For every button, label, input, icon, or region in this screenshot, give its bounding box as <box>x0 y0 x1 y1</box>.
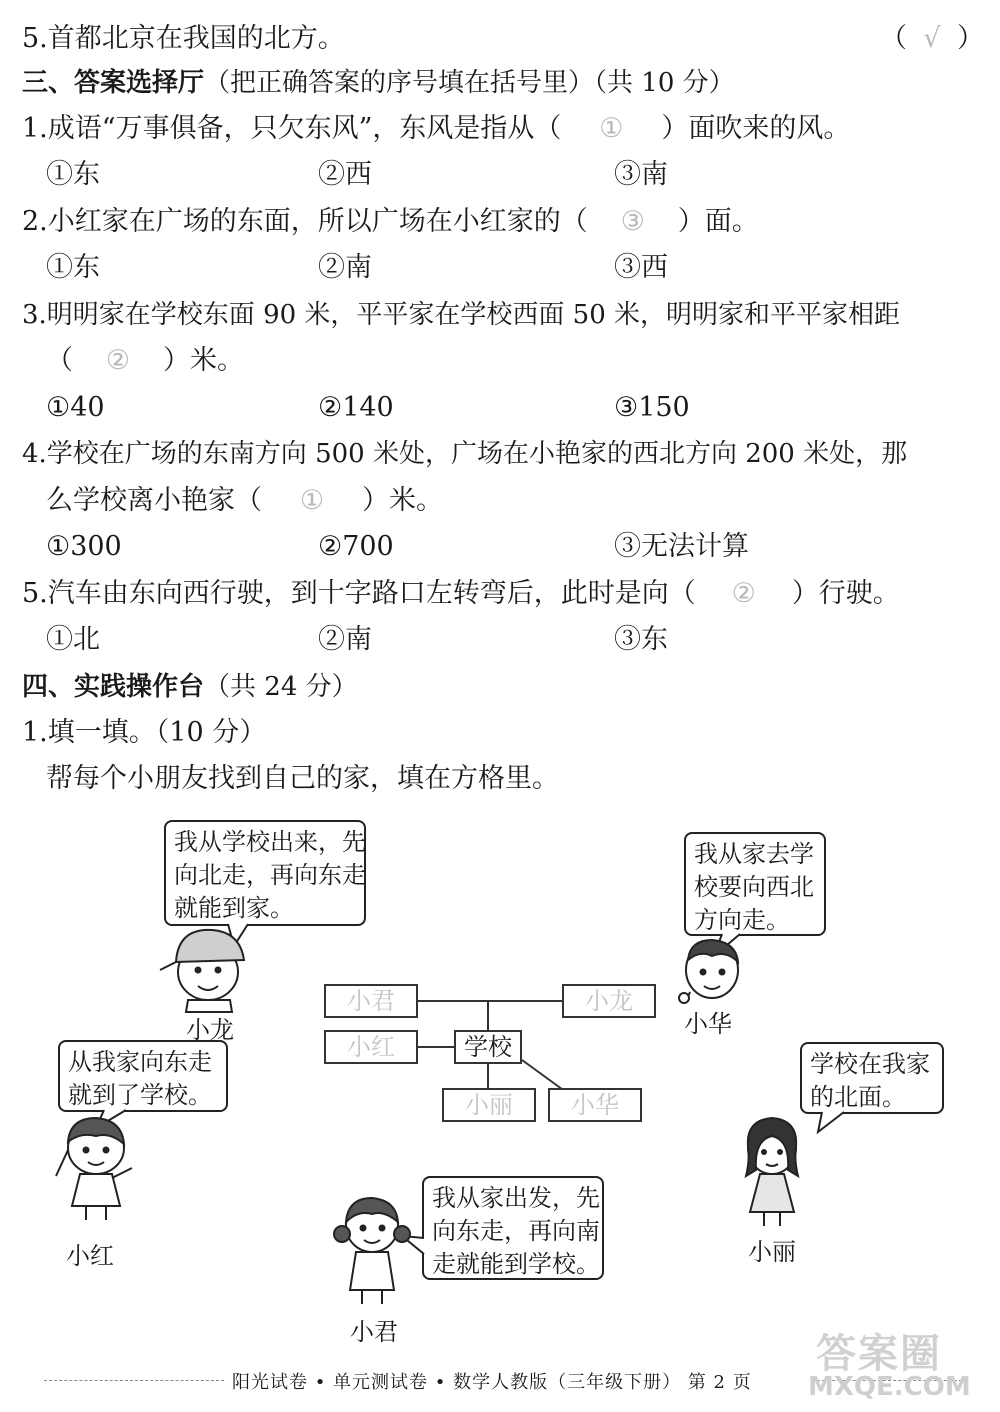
answer-5: ② <box>731 578 756 609</box>
question-4-line-1: 4.学校在广场的东南方向 500 米处，广场在小艳家的西北方向 200 米处，那 <box>22 439 908 469</box>
speech-bubble-xiaolong: 我从学校出来，先 向北走，再向东走 就能到家。 <box>164 820 366 926</box>
watermark-logo: 答案圈 <box>816 1331 942 1377</box>
name-xiaoli: 小丽 <box>748 1238 796 1266</box>
map-box-xiaohua: 小华 <box>548 1088 642 1122</box>
question-3-line-1: 3.明明家在学校东面 90 米，平平家在学校西面 50 米，明明家和平平家相距 <box>22 300 901 330</box>
answer-3: ② <box>105 345 131 376</box>
q4-option-2: ②700 <box>318 531 394 562</box>
q4-option-3: ③无法计算 <box>614 531 749 562</box>
speech-bubble-xiaohong: 从我家向东走 就到了学校。 <box>58 1040 228 1112</box>
section-3-heading <box>22 66 735 100</box>
watermark-url: MXQE.COM <box>808 1372 971 1402</box>
girl-xiaohong-figure <box>56 1118 132 1220</box>
section-4-question-1-description: 帮每个小朋友找到自己的家，填在方格里。 <box>46 763 559 794</box>
q2-option-3: ③西 <box>614 252 668 283</box>
boy-xiaohua-figure <box>679 940 738 1003</box>
section-4-title: 四、实践操作台 <box>22 672 205 702</box>
q1-option-3: ③南 <box>614 159 668 190</box>
section-4-question-1: 1.填一填。（10 分） <box>22 717 267 748</box>
boy-xiaolong-figure <box>160 930 244 1012</box>
q2-option-1: ①东 <box>46 252 100 283</box>
map-box-xiaoli: 小丽 <box>442 1088 536 1122</box>
girl-xiaoli-figure <box>746 1118 798 1226</box>
section-4-note: （共 24 分） <box>204 672 358 702</box>
question-2: 2.小红家在广场的东面，所以广场在小红家的（ ③ ）面。 <box>22 206 759 237</box>
name-xiaohong: 小红 <box>66 1242 114 1270</box>
section-3-note: （把正确答案的序号填在括号里）（共 10 分） <box>204 68 735 98</box>
judgement-item-5 <box>22 22 345 56</box>
answer-2: ③ <box>620 206 645 237</box>
map-box-xiaolong: 小龙 <box>562 984 656 1018</box>
judgement-text: 5.首都北京在我国的北方。 <box>22 23 345 54</box>
girl-xiaojun-figure <box>334 1198 410 1304</box>
q1-option-1: ①东 <box>46 159 100 190</box>
judgement-answer: （ √ ） <box>880 23 984 54</box>
map-box-xiaohong: 小红 <box>324 1030 418 1064</box>
speech-bubble-xiaohua: 我从家去学 校要向西北 方向走。 <box>684 832 826 936</box>
speech-bubble-xiaoli: 学校在我家 的北面。 <box>800 1042 944 1114</box>
q3-option-2: ②140 <box>318 392 394 423</box>
name-xiaolong: 小龙 <box>186 1016 234 1044</box>
name-xiaojun: 小君 <box>350 1318 398 1346</box>
footer-text: 阳光试卷 • 单元测试卷 • 数学人教版（三年级下册） 第 2 页 <box>232 1372 752 1393</box>
question-3-line-2: （ ② ）米。 <box>46 345 244 376</box>
q5-option-2: ②南 <box>318 624 372 655</box>
map-box-xiaojun: 小君 <box>324 984 418 1018</box>
section-4-heading <box>22 670 358 704</box>
section-3-title: 三、答案选择厅 <box>22 68 205 98</box>
answer-1: ① <box>599 113 624 144</box>
answer-mark: √ <box>923 23 941 54</box>
q3-option-3: ③150 <box>614 392 690 423</box>
name-xiaohua: 小华 <box>684 1010 732 1038</box>
question-5: 5.汽车由东向西行驶，到十字路口左转弯后，此时是向（ ② ）行驶。 <box>22 578 900 609</box>
q1-option-2: ②西 <box>318 159 372 190</box>
q5-option-3: ③东 <box>614 624 668 655</box>
footer-rule-left <box>44 1380 224 1381</box>
q2-option-2: ②南 <box>318 252 372 283</box>
answer-4: ① <box>299 485 325 516</box>
q4-option-1: ①300 <box>46 531 122 562</box>
q5-option-1: ①北 <box>46 624 100 655</box>
map-box-school: 学校 <box>454 1030 522 1064</box>
question-4-line-2: 么学校离小艳家（ ① ）米。 <box>46 485 443 516</box>
question-1: 1.成语“万事俱备，只欠东风”，东风是指从（ ① ）面吹来的风。 <box>22 113 851 144</box>
speech-bubble-xiaojun: 我从家出发，先 向东走，再向南 走就能到学校。 <box>422 1176 604 1280</box>
q3-option-1: ①40 <box>46 392 105 423</box>
